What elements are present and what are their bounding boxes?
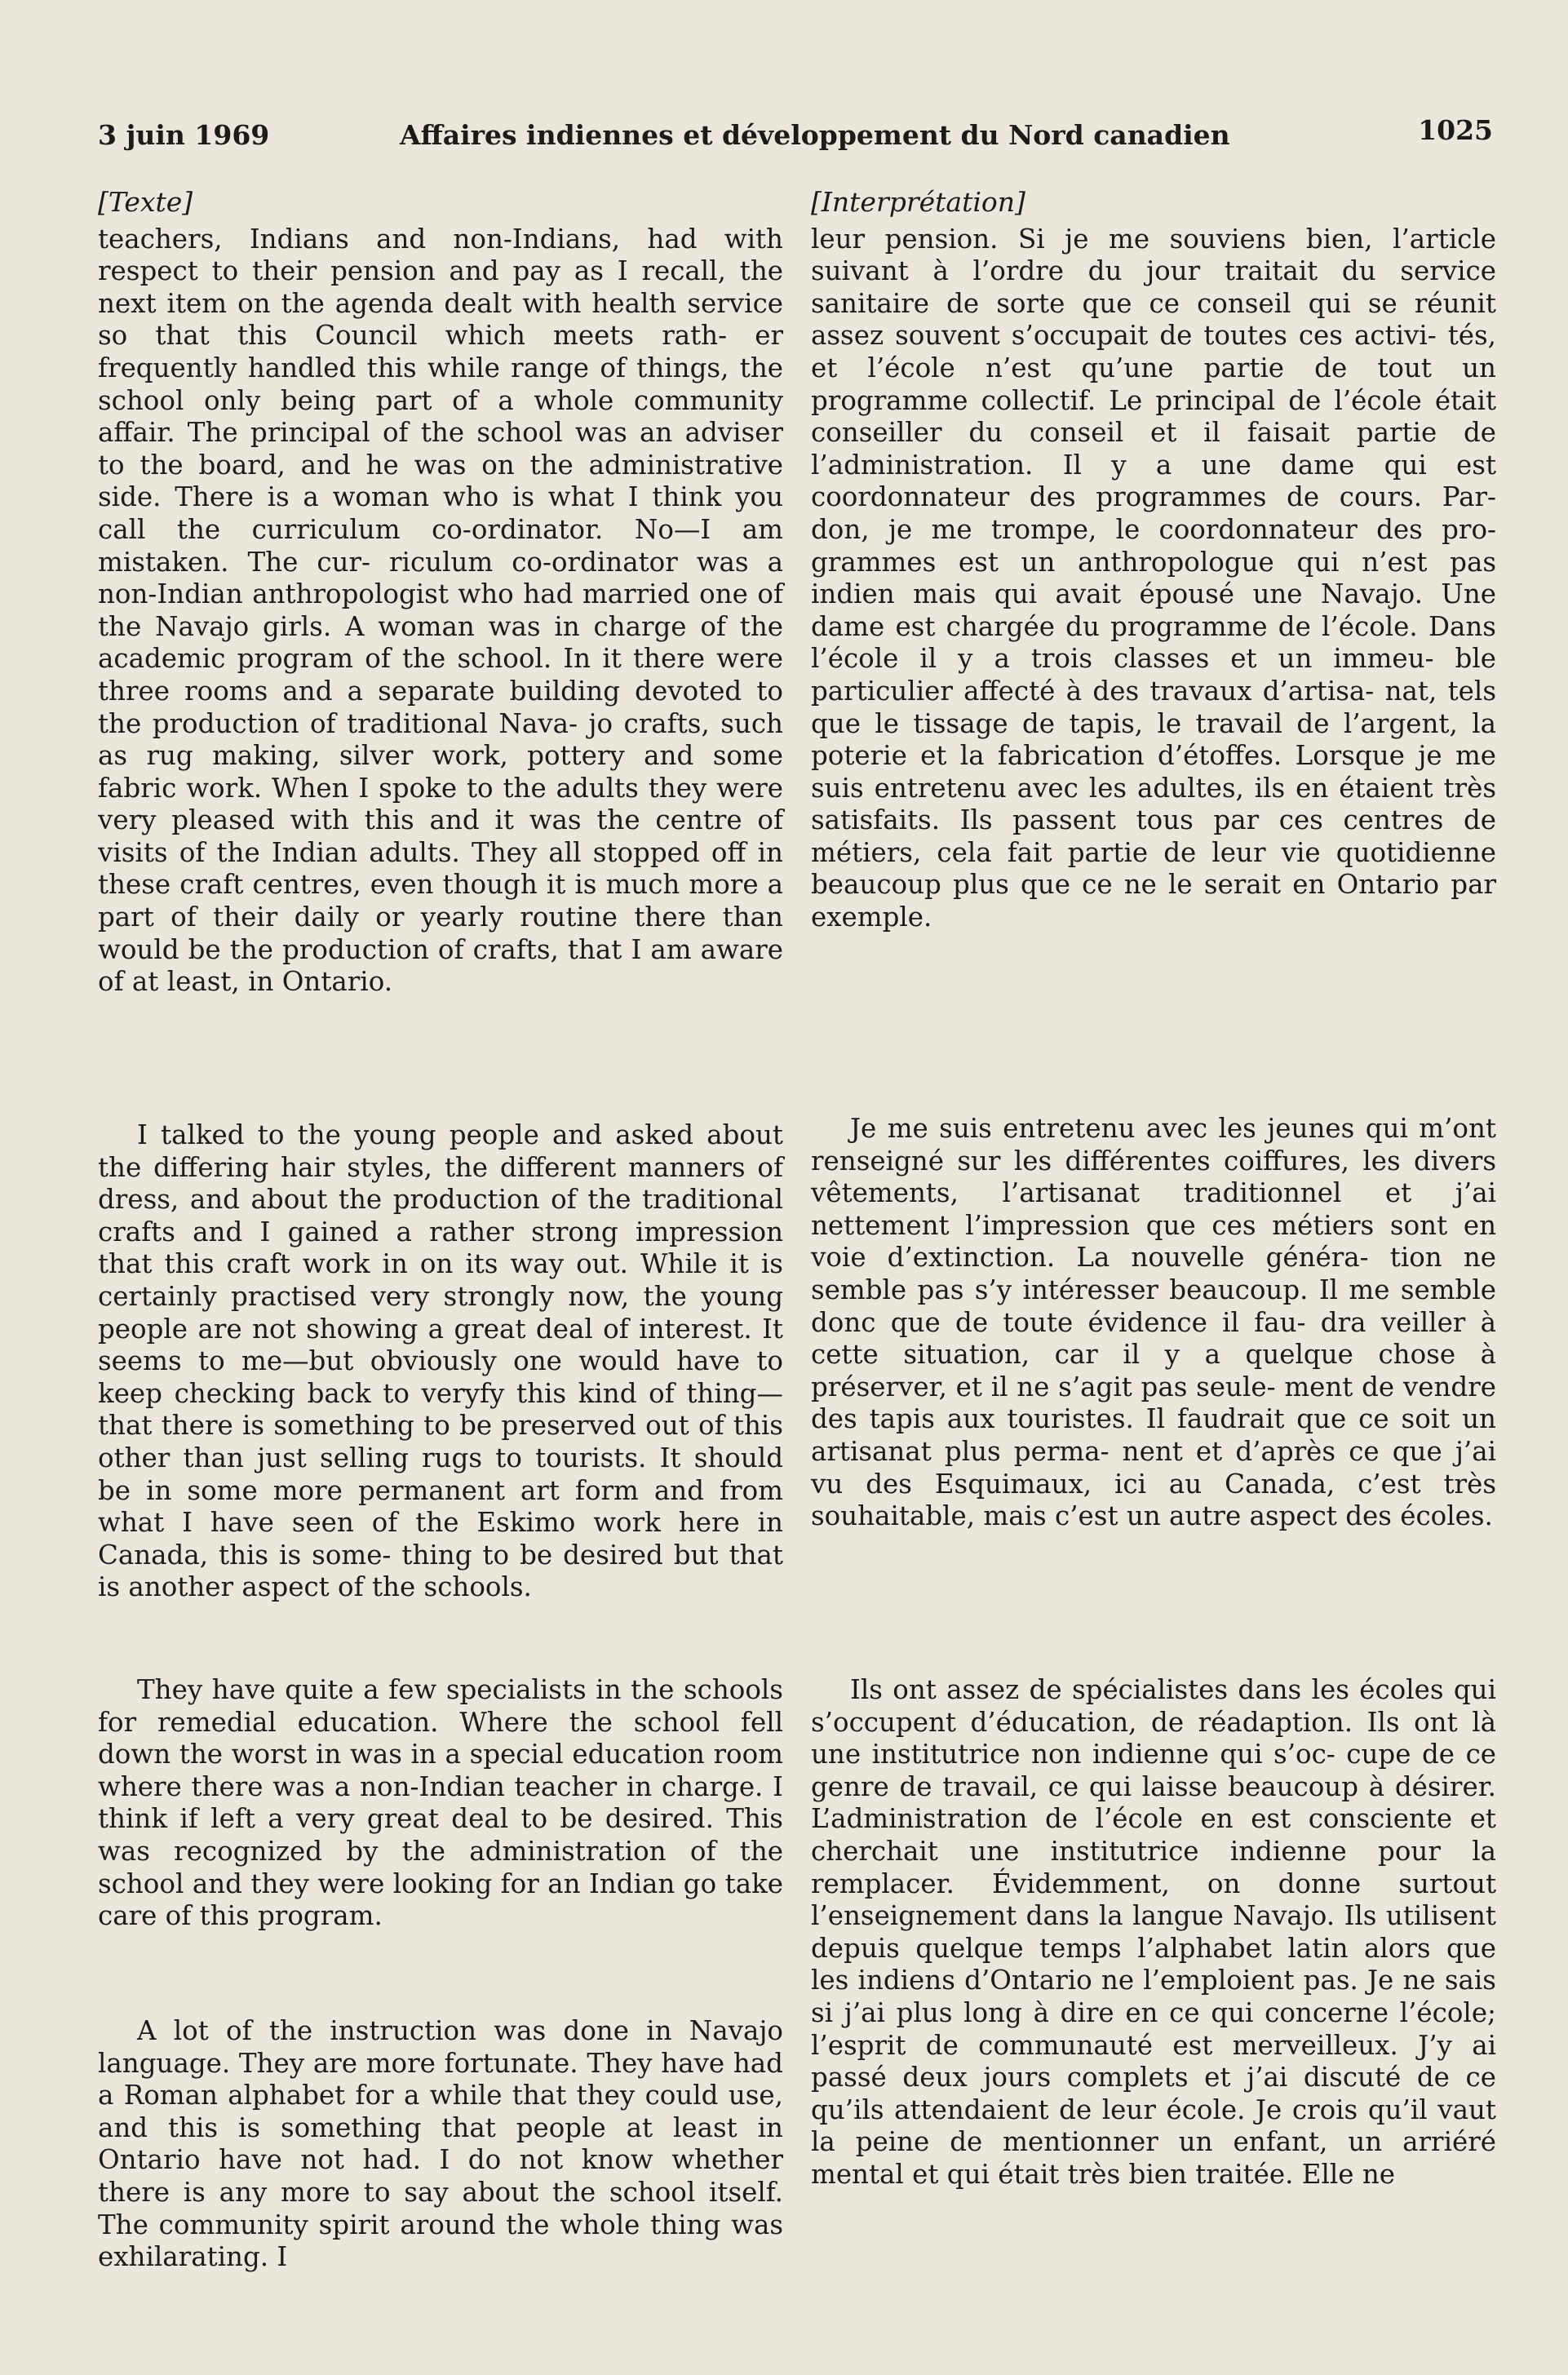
left-paragraph-4: A lot of the instruction was done in Navajo language. They are more fortunate. They have had a Roman alphabet for a while that they could use, and this is something that people at least in Ontario have not had. I do not know whether there is any more to say about the school itself. The community spirit around the whole thing was exhilarating. I xyxy=(98,2015,783,2273)
page-header xyxy=(98,114,1493,155)
right-column-block-1 xyxy=(811,186,1496,934)
right-column-label: [Interprétation] xyxy=(811,186,1025,218)
left-paragraph-1: teachers, Indians and non-Indians, had with respect to their pension and pay as I recall, the next item on the agenda dealt with health service so that this Council which meets rath- er frequently handled this while range of things, the school only being part of a whole community affair. The principal of the school was an adviser to the board, and he was on the administrative side. There is a woman who is what I think you call the curriculum co-ordinator. No—I am mistaken. The cur- riculum co-ordinator was a non-Indian anthropologist who had married one of the Navajo girls. A woman was in charge of the academic program of the school. In it there were three rooms and a separate building devoted to the production of traditional Nava- jo crafts, such as rug making, silver work, pottery and some fabric work. When I spoke to the adults they were very pleased with this and it was the centre of visits of the Indian adults. They all stopped off in these craft centres, even though it is much more a part of their daily or yearly routine there than would be the production of crafts, that I am aware of at least, in Ontario. xyxy=(98,223,783,998)
left-column-label: [Texte] xyxy=(98,186,193,218)
left-column-block-3 xyxy=(98,1674,783,1933)
header-title: Affaires indiennes et développement du Nord canadien xyxy=(400,119,1230,151)
left-paragraph-3: They have quite a few specialists in the schools for remedial education. Where the school fell down the worst in was in a special education room where there was a non-Indian teacher in charge. I think if left a very great deal to be desired. This was recognized by the administration of the school and they were looking for an Indian go take care of this program. xyxy=(98,1674,783,1932)
left-column-block-1 xyxy=(98,186,783,999)
left-column-block-2 xyxy=(98,1119,783,1604)
right-column-block-3 xyxy=(811,1674,1496,2191)
right-paragraph-3: Ils ont assez de spécialistes dans les écoles qui s’occupent d’éducation, de réadaption. Ils ont là une institutrice non indienne qui s’oc- cupe de ce genre de travail, ce qui laisse beaucoup à désirer. L’administration de l’école en est consciente et cherchait une institutrice indienne pour la remplacer. Évidemment, on donne surtout l’enseignement dans la langue Navajo. Ils utilisent depuis quelque temps l’alphabet latin alors que les indiens d’Ontario ne l’emploient pas. Je ne sais si j’ai plus long à dire en ce qui concerne l’école; l’esprit de communauté est merveilleux. J’y ai passé deux jours complets et j’ai discuté de ce qu’ils attendaient de leur école. Je crois qu’il vaut la peine de mentionner un enfant, un arriéré mental et qui était très bien traitée. Elle ne xyxy=(811,1674,1496,2190)
right-column-block-2 xyxy=(811,1113,1496,1533)
right-paragraph-2: Je me suis entretenu avec les jeunes qui m’ont renseigné sur les différentes coiffures, les divers vêtements, l’artisanat traditionnel et j’ai nettement l’impression que ces métiers sont en voie d’extinction. La nouvelle généra- tion ne semble pas s’y intéresser beaucoup. Il me semble donc que de toute évidence il fau- dra veiller à cette situation, car il y a quelque chose à préserver, et il ne s’agit pas seule- ment de vendre des tapis aux touristes. Il faudrait que ce soit un artisanat plus perma- nent et d’après ce que j’ai vu des Esquimaux, ici au Canada, c’est très souhaitable, mais c’est un autre aspect des écoles. xyxy=(811,1113,1496,1532)
header-date: 3 juin 1969 xyxy=(98,119,270,151)
page-number: 1025 xyxy=(1418,114,1493,146)
right-paragraph-1: leur pension. Si je me souviens bien, l’article suivant à l’ordre du jour traitait du service sanitaire de sorte que ce conseil qui se réunit assez souvent s’occupait de toutes ces activi- tés, et l’école n’est qu’une partie de tout un programme collectif. Le principal de l’école était conseiller du conseil et il faisait partie de l’administration. Il y a une dame qui est coordonnateur des programmes de cours. Par- don, je me trompe, le coordonnateur des pro- grammes est un anthropologue qui n’est pas indien mais qui avait épousé une Navajo. Une dame est chargée du programme de l’école. Dans l’école il y a trois classes et un immeu- ble particulier affecté à des travaux d’artisa- nat, tels que le tissage de tapis, le travail de l’argent, la poterie et la fabrication d’étoffes. Lorsque je me suis entretenu avec les adultes, ils en étaient très satisfaits. Ils passent tous par ces centres de métiers, cela fait partie de leur vie quotidienne beaucoup plus que ce ne le serait en Ontario par exemple. xyxy=(811,223,1496,933)
left-paragraph-2: I talked to the young people and asked about the differing hair styles, the different manners of dress, and about the production of the traditional crafts and I gained a rather strong impression that this craft work in on its way out. While it is certainly practised very strongly now, the young people are not showing a great deal of interest. It seems to me—but obviously one would have to keep checking back to veryfy this kind of thing— that there is something to be preserved out of this other than just selling rugs to tourists. It should be in some more permanent art form and from what I have seen of the Eskimo work here in Canada, this is some- thing to be desired but that is another aspect of the schools. xyxy=(98,1119,783,1603)
left-column-block-4 xyxy=(98,2015,783,2274)
